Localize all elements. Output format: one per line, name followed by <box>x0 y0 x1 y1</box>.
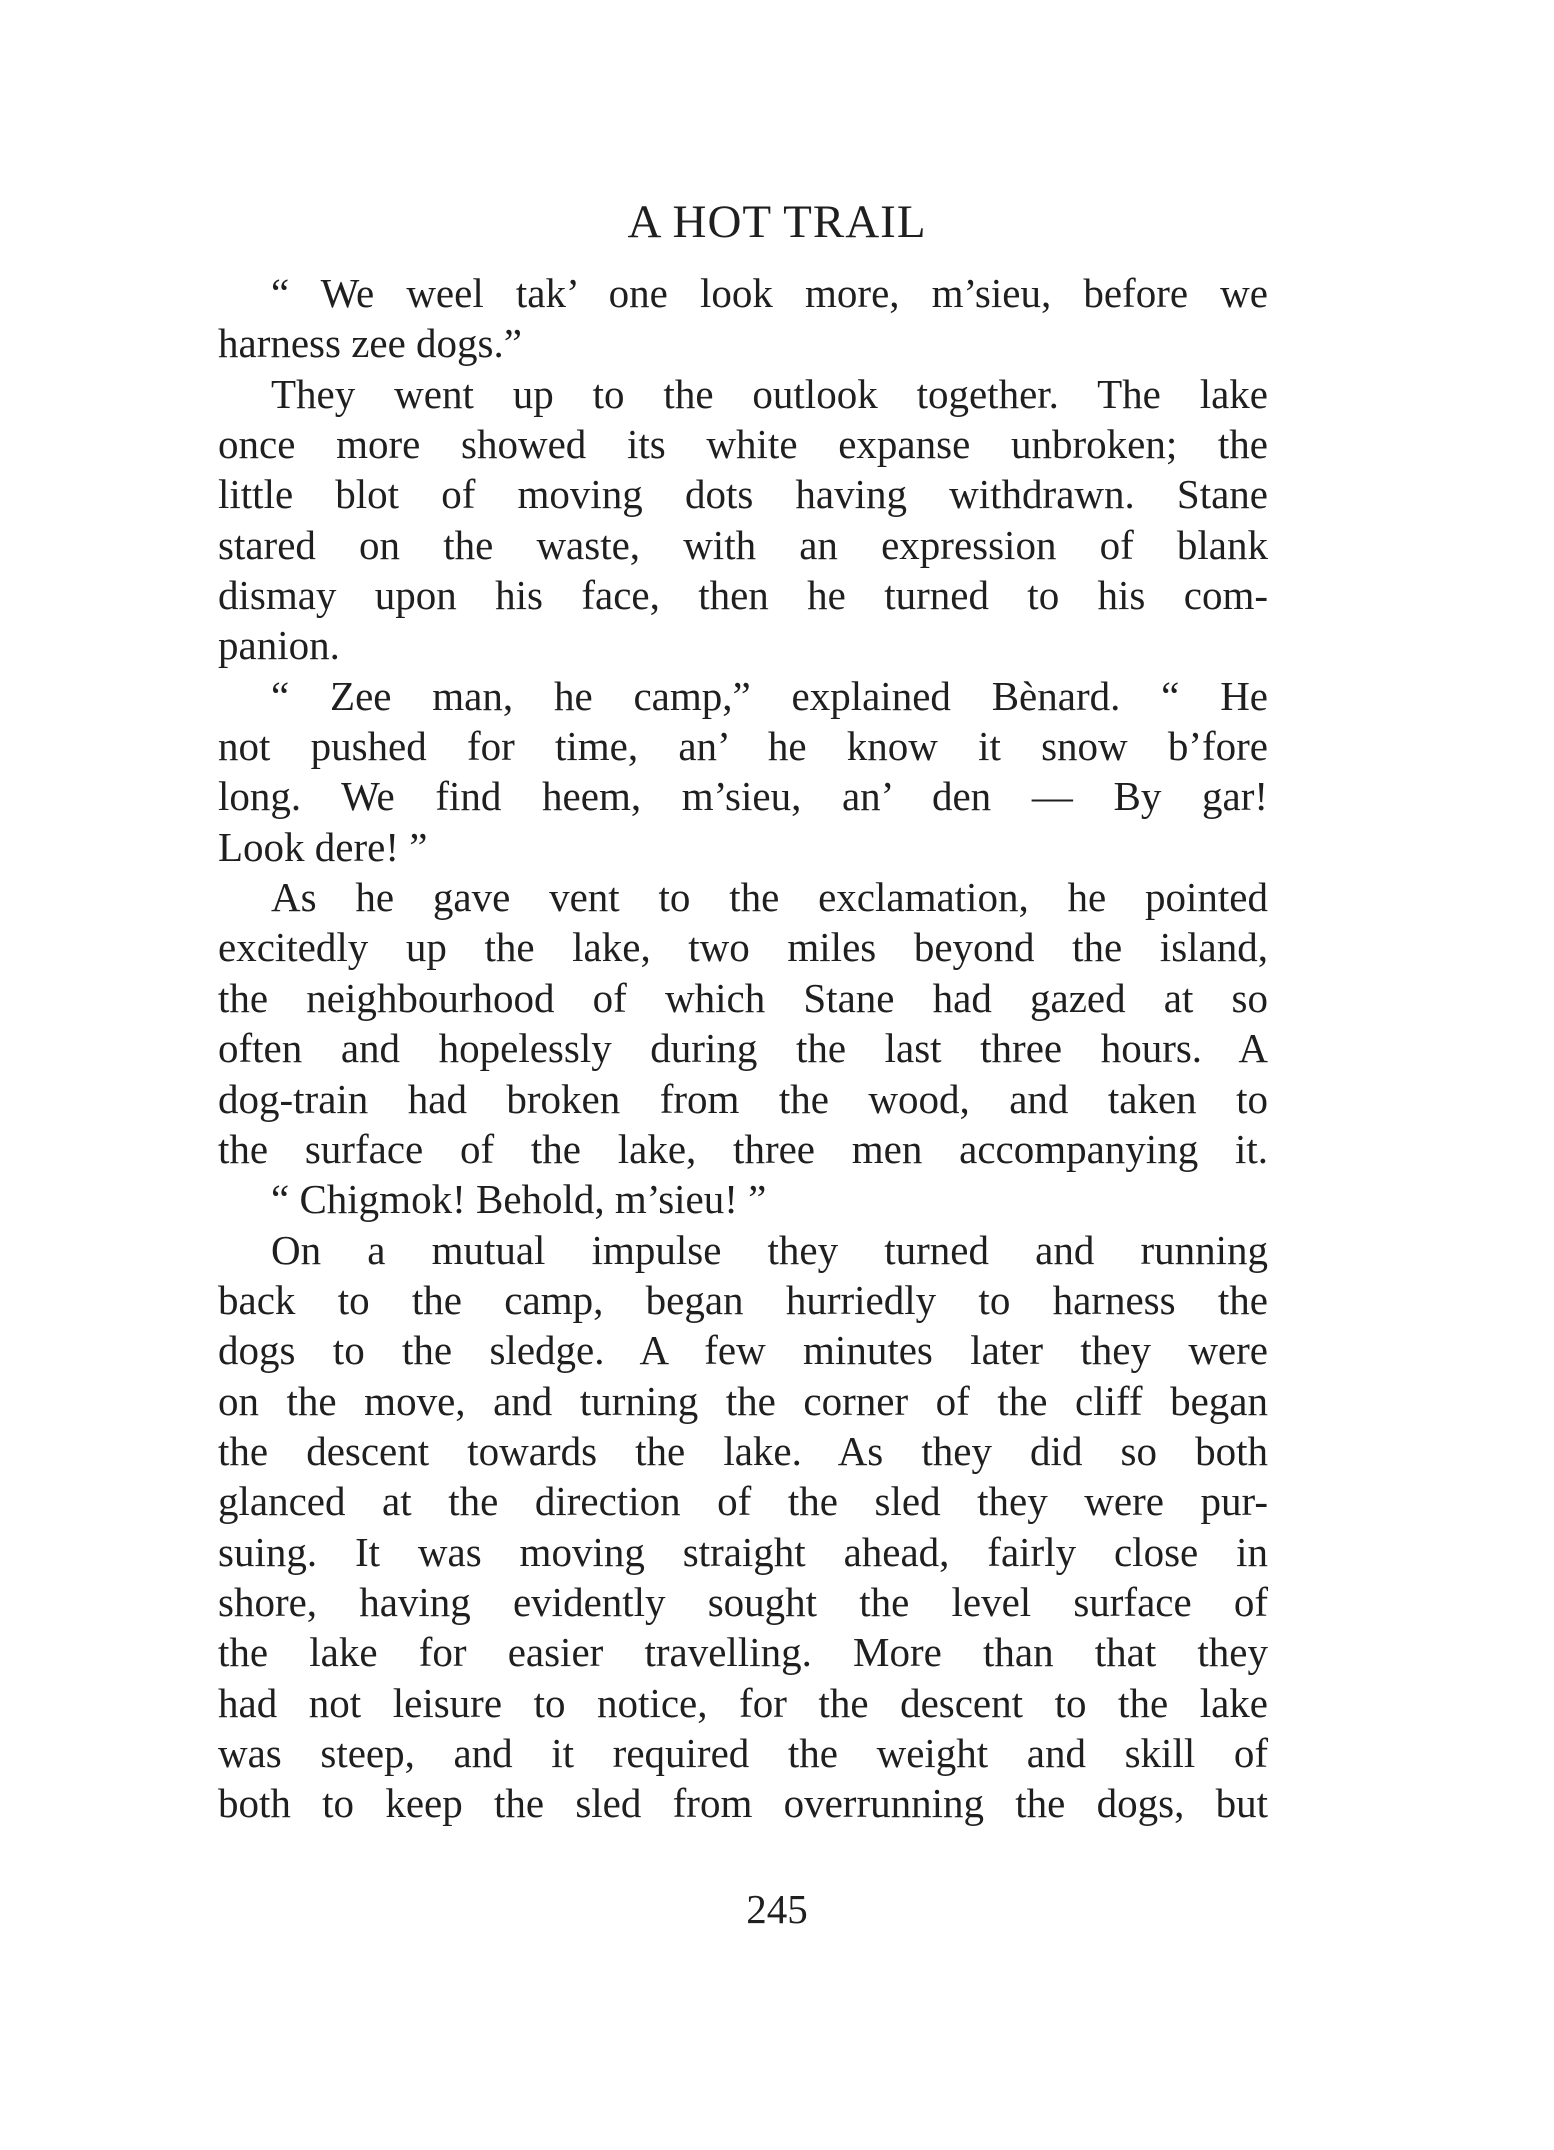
text-line: excitedly up the lake, two miles beyond the island, <box>218 924 1268 971</box>
body-text <box>218 268 1268 1829</box>
running-head: A HOT TRAIL <box>627 196 927 248</box>
text-line: suing. It was moving straight ahead, fairly close in <box>218 1528 1268 1575</box>
text-line: panion. <box>218 622 340 669</box>
text-line: dogs to the sledge. A few minutes later they were <box>218 1327 1268 1374</box>
text-line: had not leisure to notice, for the descent to the lake <box>218 1679 1268 1726</box>
page-number: 245 <box>746 1886 808 1932</box>
text-line: On a mutual impulse they turned and running <box>271 1226 1268 1273</box>
text-line: As he gave vent to the exclamation, he pointed <box>271 874 1268 921</box>
text-line: “ Zee man, he camp,” explained Bènard. “ He <box>271 672 1268 719</box>
text-line: stared on the waste, with an expression of blank <box>218 521 1268 568</box>
text-line: “ Chigmok! Behold, m’sieu! ” <box>271 1176 767 1223</box>
text-line: not pushed for time, an’ he know it snow b’fore <box>218 723 1268 770</box>
text-line: often and hopelessly during the last three hours. A <box>218 1025 1268 1072</box>
text-line: dismay upon his face, then he turned to his com- <box>218 572 1268 619</box>
text-line: the surface of the lake, three men accompanying it. <box>218 1125 1268 1172</box>
text-line: little blot of moving dots having withdrawn. Stane <box>218 471 1268 518</box>
text-line: harness zee dogs.” <box>218 320 522 367</box>
text-line: the neighbourhood of which Stane had gazed at so <box>218 974 1268 1021</box>
text-line: back to the camp, began hurriedly to harness the <box>218 1276 1268 1323</box>
text-line: the descent towards the lake. As they did so both <box>218 1427 1268 1474</box>
text-line: the lake for easier travelling. More than that they <box>218 1629 1268 1676</box>
text-line: on the move, and turning the corner of the cliff began <box>218 1377 1268 1424</box>
text-line: long. We find heem, m’sieu, an’ den — By gar! <box>218 773 1268 820</box>
text-line: glanced at the direction of the sled they were pur- <box>218 1478 1268 1525</box>
text-line: They went up to the outlook together. The lake <box>271 370 1268 417</box>
text-line: both to keep the sled from overrunning the dogs, but <box>218 1780 1268 1827</box>
text-line: dog-train had broken from the wood, and taken to <box>218 1075 1268 1122</box>
text-line: “ We weel tak’ one look more, m’sieu, before we <box>271 270 1268 316</box>
text-line: was steep, and it required the weight and skill of <box>218 1729 1268 1776</box>
text-line: once more showed its white expanse unbroken; the <box>218 421 1268 468</box>
text-line: Look dere! ” <box>218 823 428 870</box>
text-line: shore, having evidently sought the level surface of <box>218 1578 1268 1625</box>
